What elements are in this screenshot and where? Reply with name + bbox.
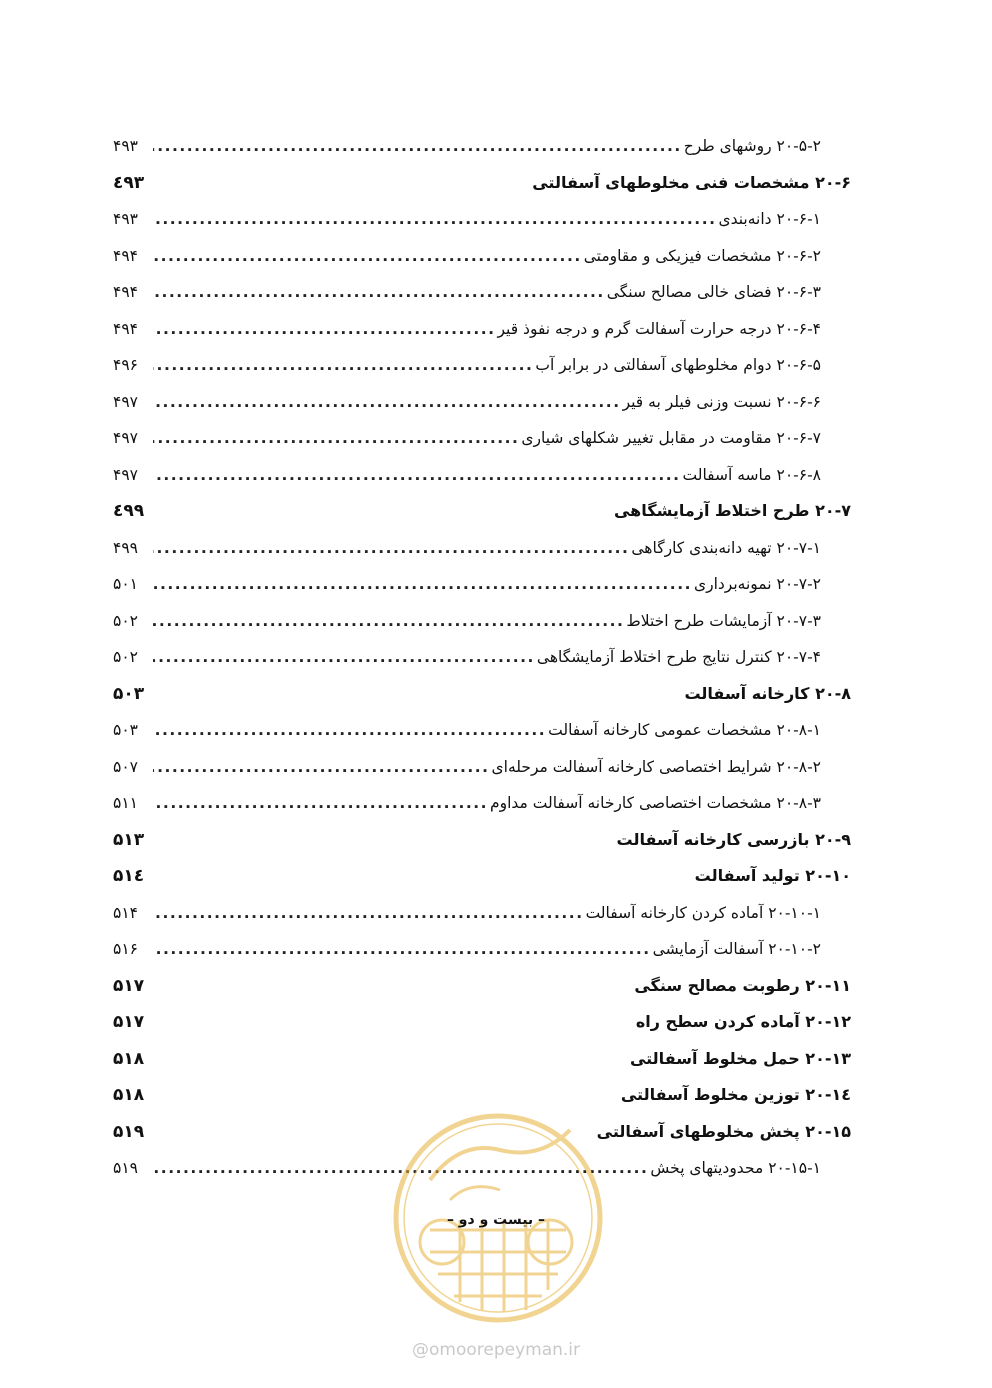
toc-section-row (113, 493, 851, 530)
toc-subsection-row (113, 895, 851, 932)
toc-subsection-row (113, 785, 851, 822)
toc-page-number: ۵۰۱ (113, 575, 138, 593)
dot-leader (153, 566, 692, 603)
toc-page-number: ۴۹۳ (113, 210, 138, 228)
toc-page-number: ۴۹۴ (113, 319, 138, 338)
toc-entry-title: ۲۰-۱۵-۱ محدودیتهای پخش (650, 1159, 821, 1177)
toc-entry-title: ۲۰-۱۱ رطوبت مصالح سنگی (634, 975, 851, 995)
toc-page-number: ۴۹۷ (113, 429, 138, 447)
dot-leader (153, 603, 624, 640)
toc-page-number: ۴۹۶ (113, 356, 138, 374)
table-of-contents (113, 128, 851, 1187)
dot-leader (153, 311, 495, 348)
toc-page-number: ۴۹۷ (113, 392, 138, 411)
dot-leader (153, 347, 533, 384)
toc-subsection-row (113, 566, 851, 603)
toc-page-number: ۵۰۷ (113, 757, 138, 776)
toc-subsection-row (113, 274, 851, 311)
toc-page-number: ۵۰۳ (113, 721, 138, 739)
toc-page-number: ۵۱٤ (113, 866, 145, 886)
dot-leader (153, 128, 682, 165)
toc-subsection-row (113, 603, 851, 640)
toc-entry-title: ۲۰-۹ بازرسی کارخانه آسفالت (616, 829, 851, 849)
toc-entry-title: ۲۰-۶-۷ مقاومت در مقابل تغییر شکلهای شیاری (521, 429, 821, 447)
toc-entry-title: ۲۰-۱۰-۱ آماده کردن کارخانه آسفالت (585, 903, 821, 922)
toc-page-number: ۴۹۴ (113, 246, 138, 265)
toc-section-row (113, 1004, 851, 1041)
toc-page-number: ۴۹۳ (113, 137, 138, 155)
toc-page-number: ۴۹۹ (113, 538, 138, 557)
toc-subsection-row (113, 420, 851, 457)
toc-entry-title: ۲۰-۷-۲ نمونه‌برداری (693, 575, 821, 593)
dot-leader (153, 274, 605, 311)
toc-page-number: ۵۱۸ (113, 1085, 145, 1105)
toc-entry-title: ۲۰-۸-۲ شرایط اختصاصی کارخانه آسفالت مرحله‌ای (491, 757, 821, 776)
toc-entry-title: ۲۰-۷-۳ آزمایشات طرح اختلاط (626, 611, 821, 630)
toc-page-number: ۵۱۱ (113, 794, 138, 812)
dot-leader (153, 639, 535, 676)
toc-entry-title: ۲۰-۷ طرح اختلاط آزمایشگاهی (613, 501, 851, 520)
toc-subsection-row (113, 128, 851, 165)
dot-leader (153, 712, 546, 749)
toc-entry-title: ۲۰-۷-۱ تهیه دانه‌بندی کارگاهی (631, 538, 821, 557)
toc-entry-title: ۲۰-۷-۴ کنترل نتایج طرح اختلاط آزمایشگاهی (536, 648, 821, 666)
toc-page-number: ۵۰۲ (113, 611, 138, 630)
dot-leader (153, 201, 716, 238)
toc-subsection-row (113, 201, 851, 238)
toc-page-number: ۵۱۷ (113, 975, 145, 996)
toc-section-row (113, 968, 851, 1005)
toc-section-row (113, 1041, 851, 1078)
toc-entry-title: ۲۰-۶-۴ درجه حرارت آسفالت گرم و درجه نفوذ قیر (497, 319, 821, 338)
toc-entry-title: ۲۰-۱۳ حمل مخلوط آسفالتی (629, 1048, 851, 1068)
toc-page-number: ۵۱۹ (113, 1159, 138, 1177)
toc-entry-title: ۲۰-۶-۸ ماسه آسفالت (682, 465, 821, 484)
toc-subsection-row (113, 712, 851, 749)
toc-entry-title: ۲۰-۶-۳ فضای خالی مصالح سنگی (606, 283, 821, 301)
toc-entry-title: ۲۰-۶-۶ نسبت وزنی فیلر به قیر (622, 392, 821, 411)
dot-leader (153, 238, 582, 275)
toc-entry-title: ۲۰-۶-۱ دانه‌بندی (718, 210, 821, 228)
toc-page-number: ۴۹۴ (113, 283, 138, 301)
toc-subsection-row (113, 530, 851, 567)
toc-subsection-row (113, 749, 851, 786)
dot-leader (153, 420, 519, 457)
toc-entry-title: ۲۰-۱۲ آماده کردن سطح راه (635, 1012, 851, 1031)
watermark-url: @omoorepeyman.ir (411, 1340, 581, 1360)
toc-subsection-row (113, 639, 851, 676)
toc-entry-title: ۲۰-۶-۲ مشخصات فیزیکی و مقاومتی (583, 246, 821, 265)
dot-leader (153, 931, 651, 968)
toc-subsection-row (113, 384, 851, 421)
dot-leader (153, 785, 488, 822)
dot-leader (153, 895, 584, 932)
toc-page-number: ۵۰۲ (113, 648, 138, 666)
toc-subsection-row (113, 311, 851, 348)
toc-entry-title: ۲۰-۸-۳ مشخصات اختصاصی کارخانه آسفالت مداوم (490, 794, 821, 812)
toc-page-number: ۵۱۹ (113, 1121, 145, 1142)
toc-section-row (113, 1077, 851, 1114)
toc-subsection-row (113, 931, 851, 968)
toc-entry-title: ۲۰-۸-۱ مشخصات عمومی کارخانه آسفالت (548, 721, 821, 739)
toc-page-number: ۵۱۳ (113, 829, 145, 850)
toc-entry-title: ۲۰-۱۰-۲ آسفالت آزمایشی (652, 940, 821, 958)
toc-subsection-row (113, 457, 851, 494)
toc-section-row (113, 676, 851, 713)
dot-leader (153, 384, 621, 421)
toc-entry-title: ۲۰-۵-۲ روشهای طرح (683, 137, 821, 155)
toc-page-number: ۵۱۸ (113, 1048, 145, 1069)
toc-page-number: ۵۱۴ (113, 903, 138, 922)
toc-entry-title: ۲۰-۶-۵ دوام مخلوطهای آسفالتی در برابر آب (535, 356, 821, 374)
toc-page-number: ٤۹۹ (113, 501, 145, 521)
toc-entry-title: ۲۰-۱۰ تولید آسفالت (694, 866, 851, 885)
toc-entry-title: ۲۰-۱٤ توزین مخلوط آسفالتی (620, 1085, 851, 1104)
toc-page-number: ٤۹۳ (113, 172, 145, 193)
toc-page-number: ۴۹۷ (113, 465, 138, 484)
toc-section-row (113, 165, 851, 202)
page-number-footer: – بیست و دو – (446, 1212, 546, 1228)
toc-subsection-row (113, 238, 851, 275)
toc-page-number: ۵۰۳ (113, 683, 145, 704)
toc-page-number: ۵۱۷ (113, 1012, 145, 1032)
toc-subsection-row (113, 347, 851, 384)
toc-entry-title: ۲۰-۸ کارخانه آسفالت (684, 683, 851, 703)
toc-page-number: ۵۱۶ (113, 940, 138, 958)
dot-leader (153, 457, 681, 494)
dot-leader (153, 749, 490, 786)
toc-section-row (113, 822, 851, 859)
toc-entry-title: ۲۰-۱۵ پخش مخلوطهای آسفالتی (596, 1121, 851, 1141)
toc-section-row (113, 858, 851, 895)
toc-entry-title: ۲۰-۶ مشخصات فنی مخلوطهای آسفالتی (532, 172, 851, 192)
dot-leader (153, 530, 629, 567)
